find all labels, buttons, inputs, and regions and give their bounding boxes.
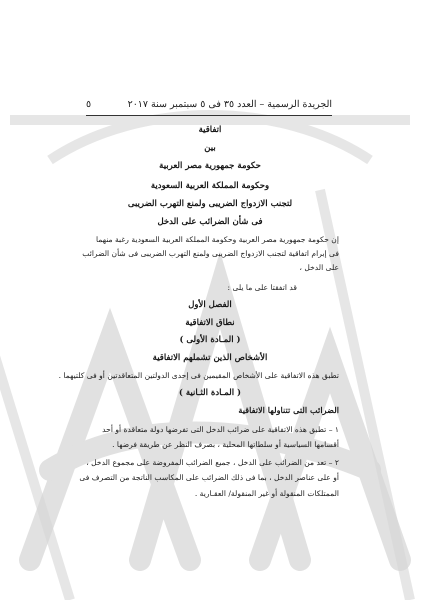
article-2-p2-line-1: ٢ – تعد من الضرائب على الدخل ، جميع الضرائب المفروضة على مجموع الدخل ، [86, 458, 339, 467]
article-1-heading: ( المـادة الأولى ) [179, 335, 241, 345]
article-2-title: الضرائب التى تتناولها الاتفاقية [238, 405, 339, 415]
article-2-p2-line-2: أو على عناصر الدخل ، بما فى ذلك الضرائب على المكاسب الناتجة من التصرف فى [79, 473, 339, 482]
chapter-title: الفصل الأول [188, 300, 232, 310]
article-1-title: الأشخاص الذين تشملهم الاتفاقية [152, 353, 268, 363]
article-2-heading: ( المـادة الثـانية ) [178, 388, 242, 398]
preamble-line-2: فى إبرام اتفاقية لتجنب الازدواج الضريبى ولمنع التهرب الضريبى فى شأن الضرائب [82, 249, 339, 258]
purpose-line-2: فى شأن الضرائب على الدخل [157, 217, 263, 227]
header-divider [86, 115, 332, 116]
running-title: الجريدة الرسمية – العدد ٣٥ فى ٥ سبتمبر سنة ٢٠١٧ [127, 99, 332, 110]
preamble-line-3: على الدخل ، [299, 263, 339, 272]
preamble-line-1: إن حكومة جمهورية مصر العربية وحكومة المملكة العربية السعودية رغبة منهما [96, 235, 339, 244]
agreed-clause: قد اتفقتا على ما يلى : [227, 283, 297, 292]
page-number: ٥ [86, 99, 92, 110]
agreement-title: اتفاقية [198, 125, 222, 135]
purpose-line-1: لتجنب الازدواج الضريبى ولمنع التهرب الضريبى [127, 199, 293, 209]
party-saudi: وحكومة المملكة العربية السعودية [150, 181, 270, 191]
between-label: بين [204, 143, 216, 153]
party-egypt: حكومة جمهورية مصر العربية [159, 161, 261, 171]
article-1-text: تطبق هذه الاتفاقية على الأشخاص المقيمين فى إحدى الدولتين المتعاقدتين أو فى كلتيهما . [58, 371, 339, 380]
article-2-p2-line-3: الممتلكات المنقولة أو غير المنقولة/ العقـارية . [194, 489, 339, 498]
chapter-subtitle: نطاق الاتفاقية [185, 318, 235, 328]
article-2-p1-line-2: أقسامها السياسية أو سلطاتها المحلية ، بصرف النظر عن طريقة فرضها . [112, 440, 339, 449]
article-2-p1-line-1: ١ – تطبق هذه الاتفاقية على ضرائب الدخل التى تفرضها دولة متعاقدة أو أحد [102, 425, 339, 434]
page-header [86, 98, 332, 112]
